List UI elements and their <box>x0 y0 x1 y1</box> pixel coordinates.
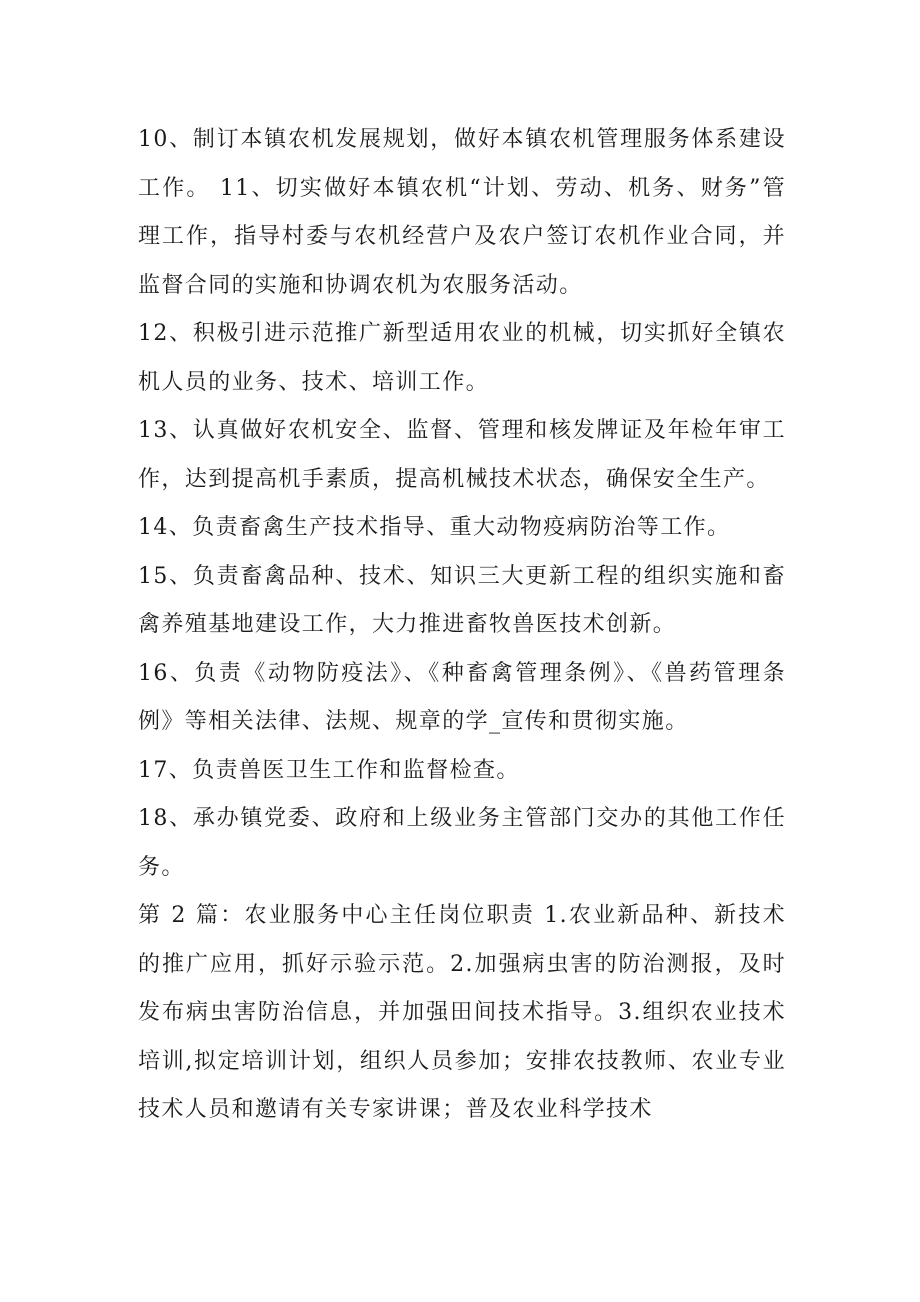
document-body <box>138 116 786 1135</box>
paragraph-item-17: 17、负责兽医卫生工作和监督检查。 <box>138 757 520 783</box>
paragraph-section-2-intro: 第 2 篇：农业服务中心主任岗位职责 1.农业新品种、新技术的推广应用，抓好示验示范。2.加强病虫害的防治测报，及时发布病虫害防治信息，并加强田间技术指导。3.组织农业技术培训,拟定培训计划，组织人员参加；安排农技教师、农业专业技术人员和邀请有关专家讲课；普及农业科学技术 <box>138 903 786 1122</box>
paragraph-item-15: 15、负责畜禽品种、技术、知识三大更新工程的组织实施和畜禽养殖基地建设工作，大力推进畜牧兽医技术创新。 <box>138 563 786 637</box>
paragraph-item-12: 12、积极引进示范推广新型适用农业的机械，切实抓好全镇农机人员的业务、技术、培训工作。 <box>138 321 786 395</box>
paragraph-item-10-11: 10、制订本镇农机发展规划，做好本镇农机管理服务体系建设工作。 11、切实做好本镇农机“计划、劳动、机务、财务”管理工作，指导村委与农机经营户及农户签订农机作业合同，并监督合同的实施和协调农机为农服务活动。 <box>138 127 786 298</box>
paragraph-item-13: 13、认真做好农机安全、监督、管理和核发牌证及年检年审工作，达到提高机手素质，提高机械技术状态，确保安全生产。 <box>138 418 786 492</box>
paragraph-item-14: 14、负责畜禽生产技术指导、重大动物疫病防治等工作。 <box>138 515 731 540</box>
paragraph-item-16: 16、负责《动物防疫法》、《种畜禽管理条例》、《兽药管理条例》等相关法律、法规、规章的学_宣传和贯彻实施。 <box>138 660 786 734</box>
paragraph-item-18: 18、承办镇党委、政府和上级业务主管部门交办的其他工作任务。 <box>138 806 786 880</box>
